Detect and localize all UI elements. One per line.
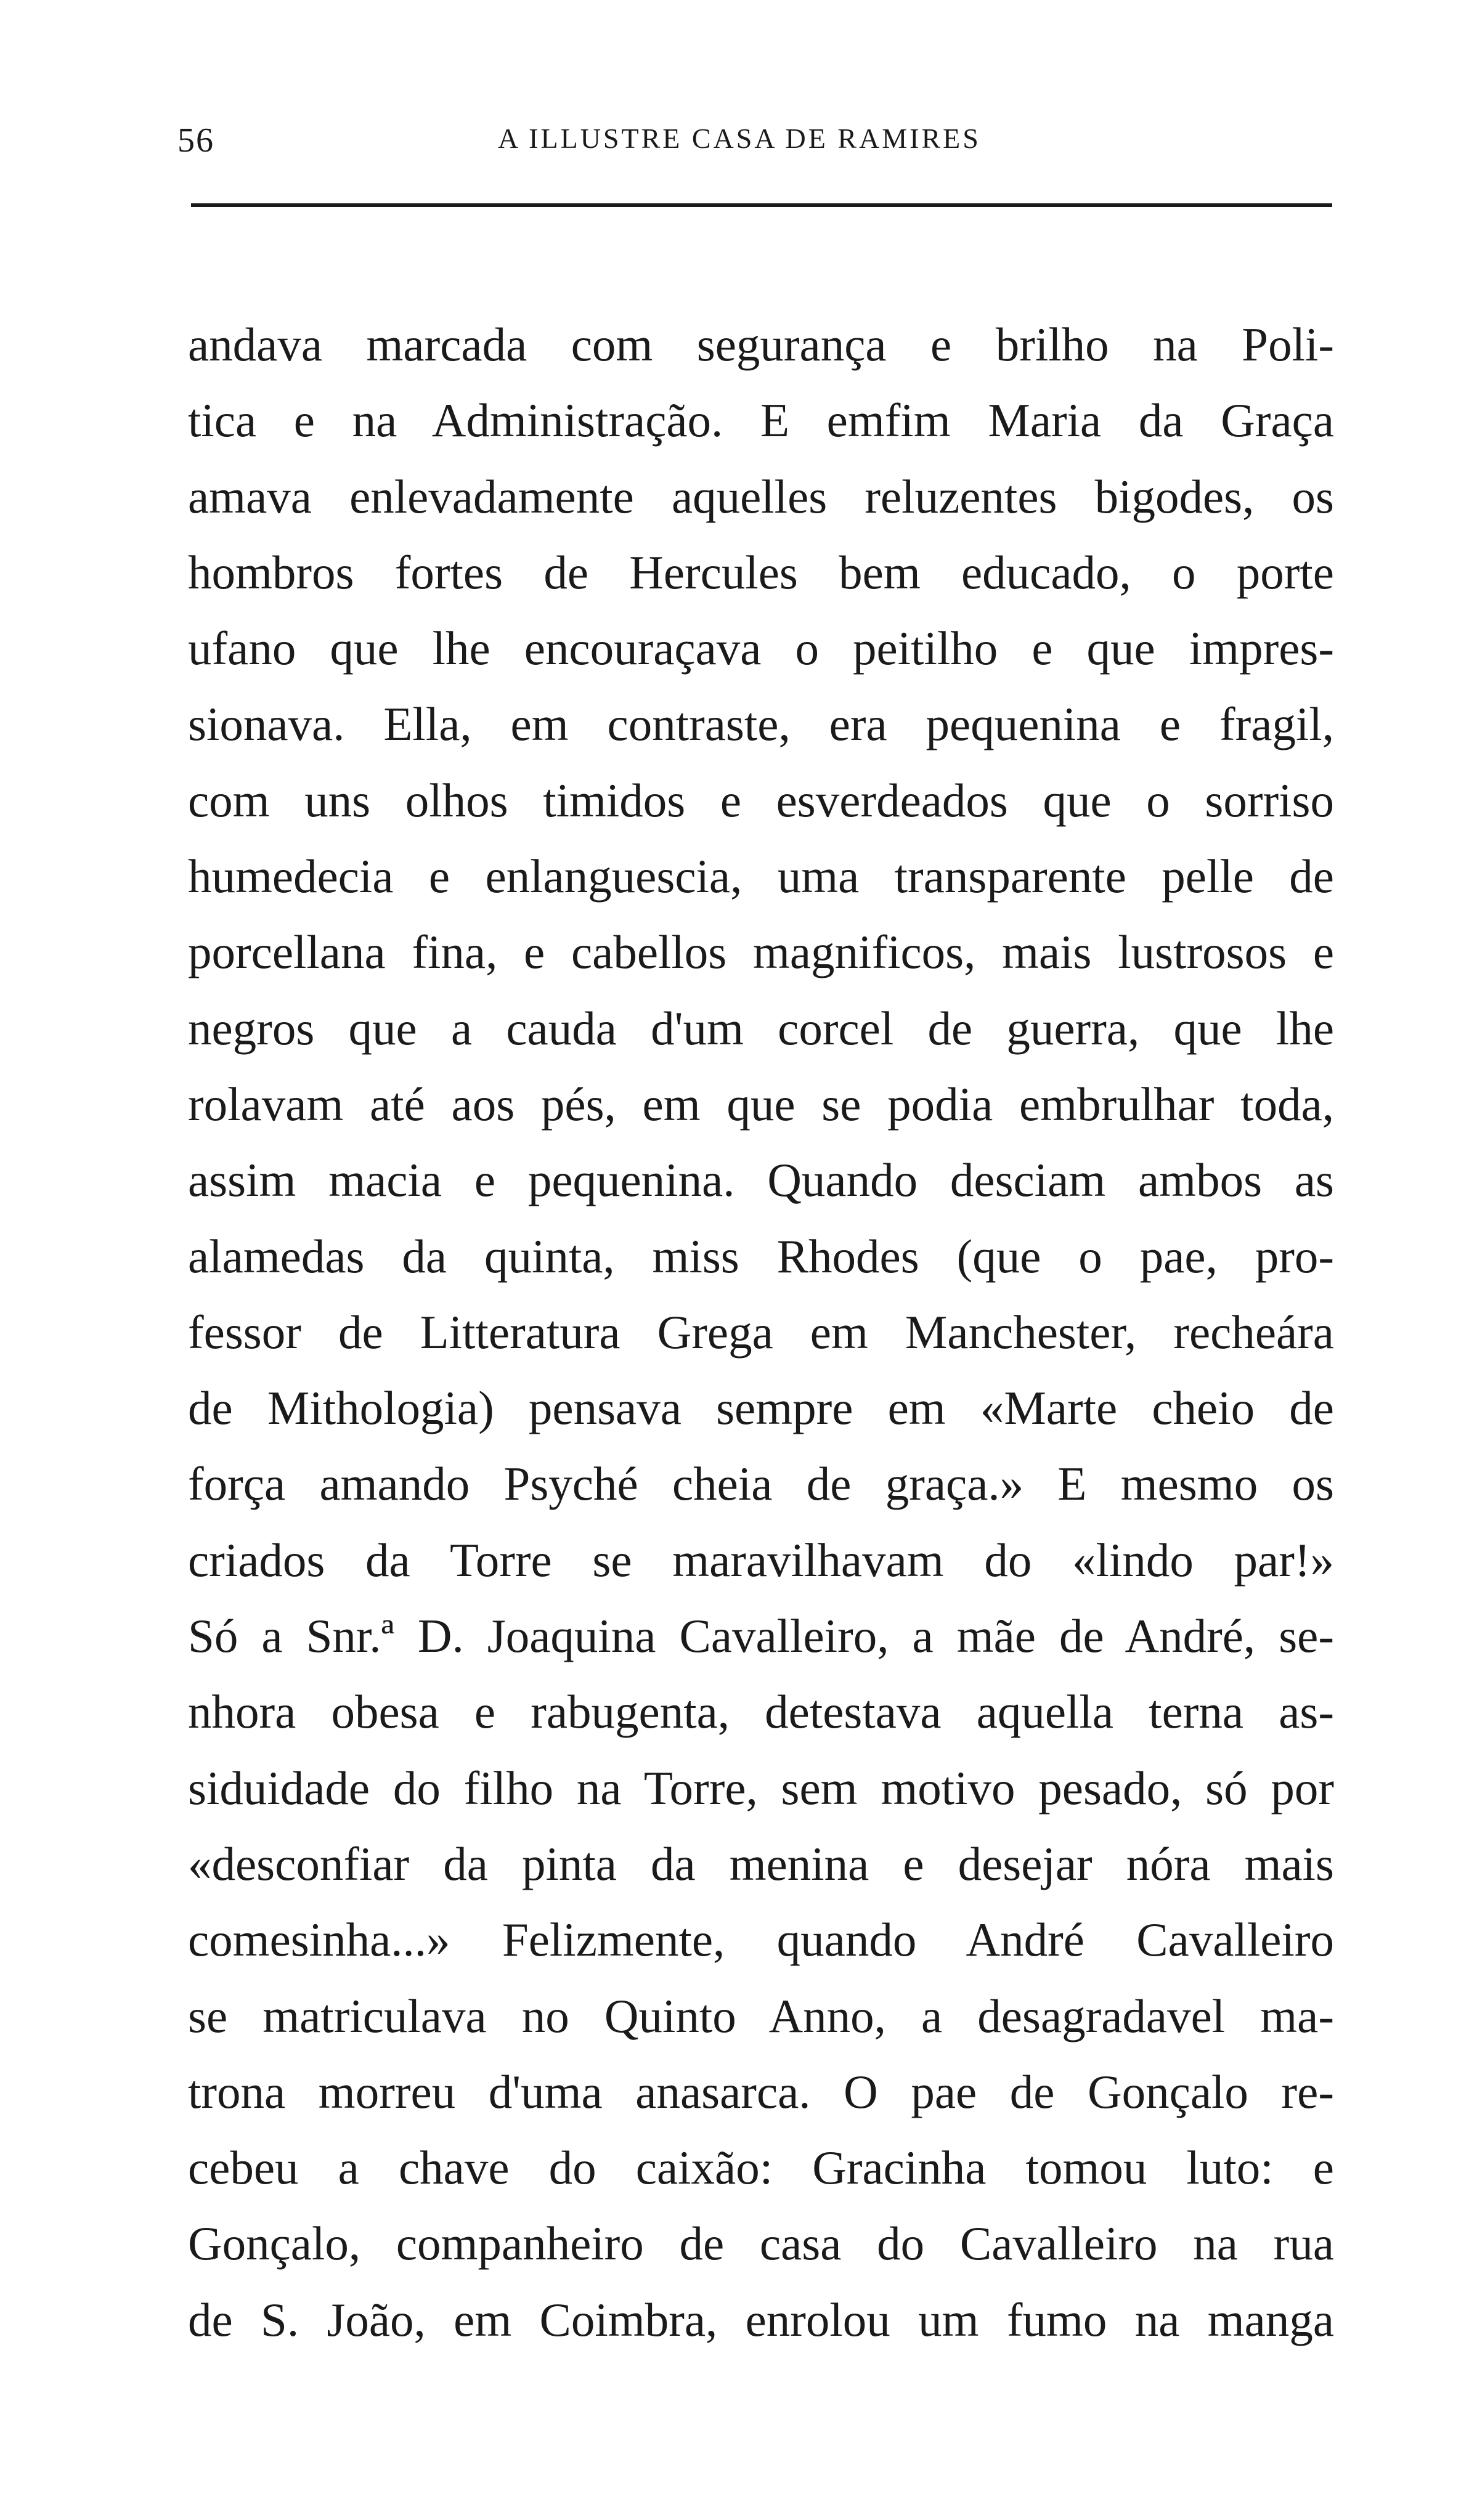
text-line: alamedas da quinta, miss Rhodes (que o pae, pro-: [188, 1229, 1334, 1283]
text-line: siduidade do filho na Torre, sem motivo pesado, só por: [188, 1761, 1334, 1815]
page-number: 56: [177, 121, 214, 160]
text-line: criados da Torre se maravilhavam do «lindo par!»: [188, 1533, 1334, 1587]
text-line: de S. João, em Coimbra, enrolou um fumo na manga: [188, 2293, 1334, 2346]
text-line: fessor de Litteratura Grega em Manchester, recheára: [188, 1305, 1334, 1359]
text-line: porcellana fina, e cabellos magnificos, mais lustrosos e: [188, 925, 1334, 979]
running-title: A ILLUSTRE CASA DE RAMIRES: [498, 123, 981, 154]
text-line: tica e na Administração. E emfim Maria da Graça: [188, 394, 1334, 447]
text-line: negros que a cauda d'um corcel de guerra, que lhe: [188, 1001, 1334, 1055]
text-line: «desconfiar da pinta da menina e desejar nóra mais: [188, 1837, 1334, 1890]
text-line: rolavam até aos pés, em que se podia embrulhar toda,: [188, 1077, 1334, 1131]
text-line: andava marcada com segurança e brilho na Poli-: [188, 318, 1334, 371]
text-line: trona morreu d'uma anasarca. O pae de Gonçalo re-: [188, 2065, 1334, 2118]
text-line: se matriculava no Quinto Anno, a desagradavel ma-: [188, 1989, 1334, 2042]
text-line: amava enlevadamente aquelles reluzentes bigodes, os: [188, 469, 1334, 523]
text-line: comesinha...» Felizmente, quando André Cavalleiro: [188, 1913, 1334, 1967]
text-line: hombros fortes de Hercules bem educado, o porte: [188, 545, 1334, 599]
text-line: sionava. Ella, em contraste, era pequenina e fragil,: [188, 697, 1334, 751]
text-line: ufano que lhe encouraçava o peitilho e que impres-: [188, 622, 1334, 675]
text-line: com uns olhos timidos e esverdeados que o sorriso: [188, 773, 1334, 827]
header-rule: [191, 203, 1332, 207]
text-line: de Mithologia) pensava sempre em «Marte cheio de: [188, 1381, 1334, 1435]
text-line: nhora obesa e rabugenta, detestava aquella terna as-: [188, 1685, 1334, 1739]
text-line: Gonçalo, companheiro de casa do Cavalleiro na rua: [188, 2217, 1334, 2270]
text-line: cebeu a chave do caixão: Gracinha tomou luto: e: [188, 2141, 1334, 2195]
text-line: assim macia e pequenina. Quando desciam ambos as: [188, 1153, 1334, 1207]
text-line: força amando Psyché cheia de graça.» E mesmo os: [188, 1457, 1334, 1511]
text-line: Só a Snr.ª D. Joaquina Cavalleiro, a mãe de André, se-: [188, 1609, 1334, 1663]
text-line: humedecia e enlanguescia, uma transparente pelle de: [188, 850, 1334, 903]
body-text: [188, 307, 1334, 2358]
page-header: [0, 0, 1477, 209]
